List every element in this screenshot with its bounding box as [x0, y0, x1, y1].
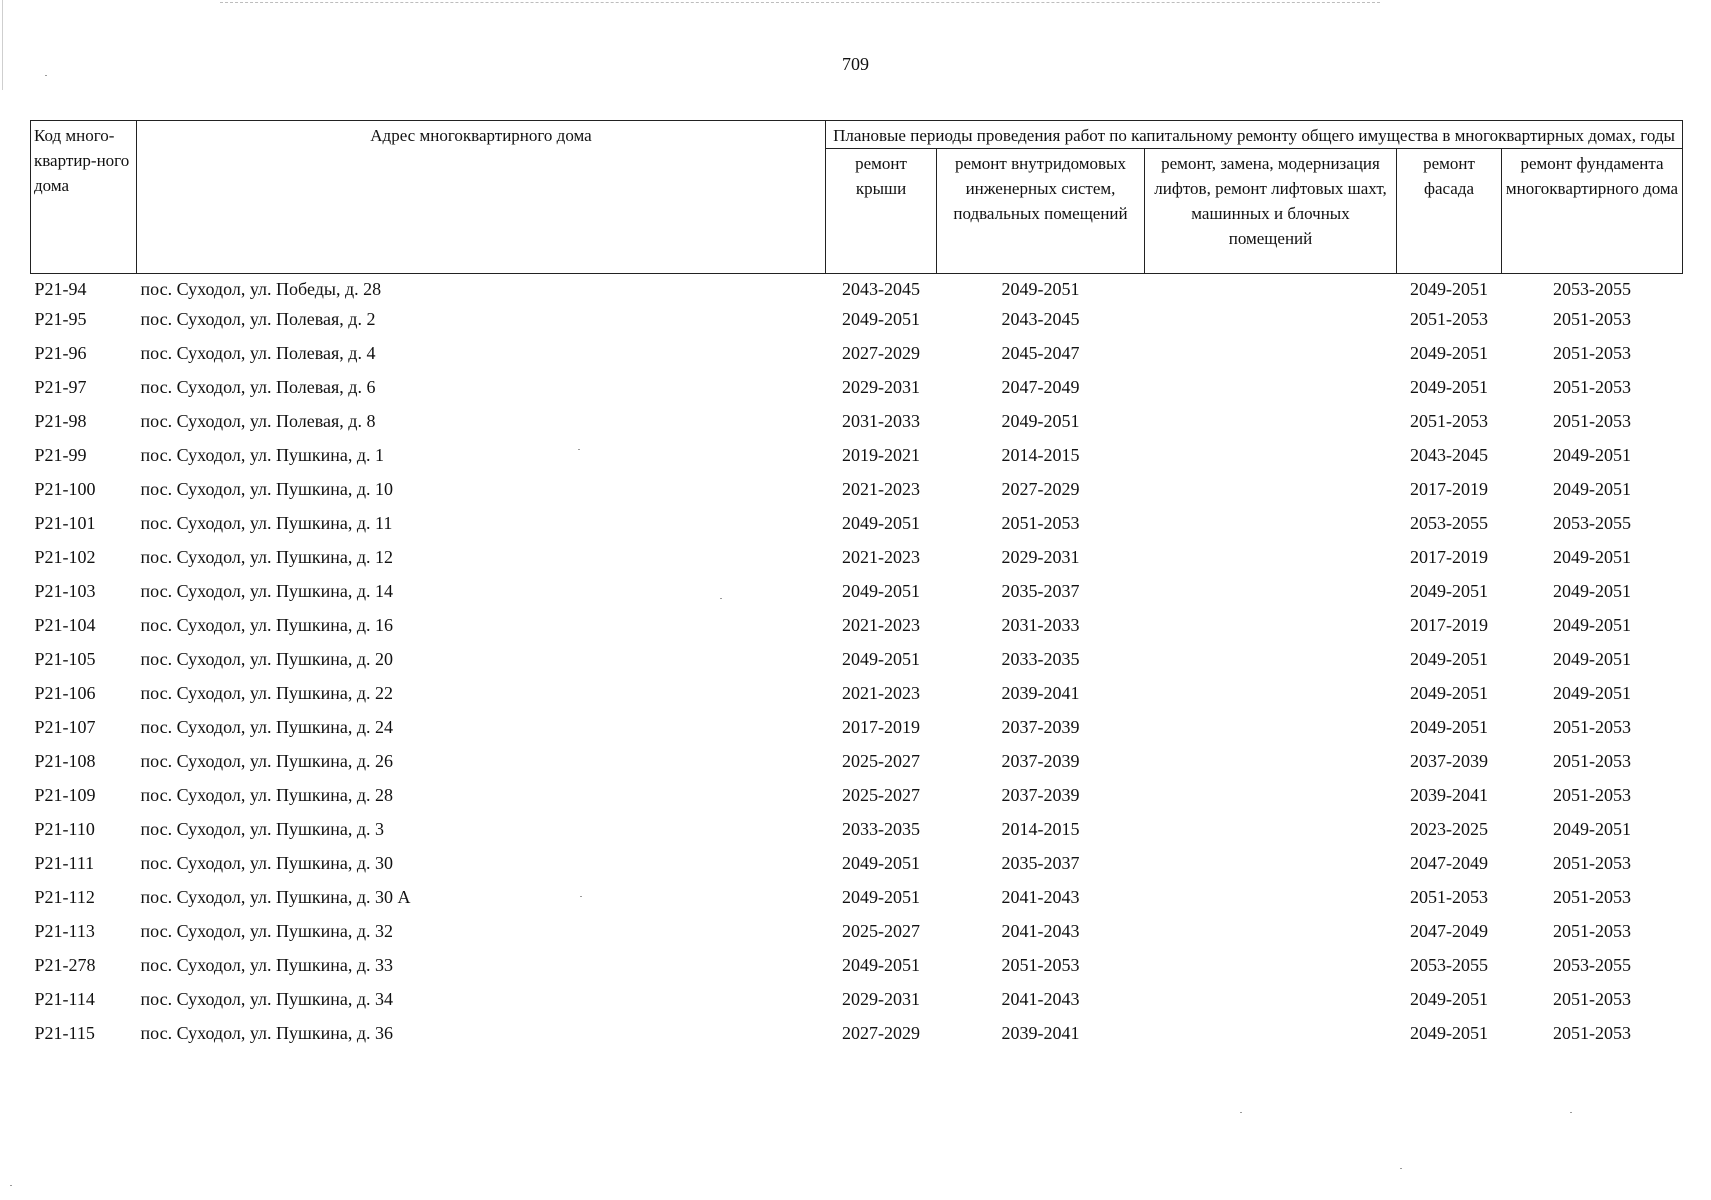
cell-roof: 2027-2029: [842, 343, 920, 363]
cell-facade: 2043-2045: [1410, 445, 1488, 465]
cell-engineering: 2037-2039: [1001, 751, 1080, 771]
cell-engineering: 2049-2051: [1001, 411, 1080, 431]
cell-foundation: 2053-2055: [1553, 955, 1631, 975]
cell-code: P21-113: [34, 921, 95, 941]
cell-roof: 2049-2051: [842, 887, 920, 907]
cell-foundation: 2051-2053: [1553, 309, 1631, 329]
cell-code: P21-105: [34, 649, 96, 669]
cell-code: P21-100: [34, 479, 96, 499]
cell-foundation: 2053-2055: [1553, 513, 1631, 533]
cell-address: пос. Суходол, ул. Пушкина, д. 34: [140, 989, 394, 1009]
cell-elevators: [1145, 886, 1397, 920]
scan-speck: [720, 598, 722, 599]
cell-facade: 2047-2049: [1410, 853, 1488, 873]
table-row: [31, 478, 1683, 512]
cell-code: P21-110: [34, 819, 95, 839]
table-row: [31, 546, 1683, 580]
cell-code: P21-107: [34, 717, 96, 737]
cell-elevators: [1145, 410, 1397, 444]
cell-elevators: [1145, 750, 1397, 784]
cell-elevators: [1145, 682, 1397, 716]
cell-roof: 2019-2021: [842, 445, 920, 465]
cell-facade: 2023-2025: [1410, 819, 1488, 839]
cell-facade: 2049-2051: [1410, 989, 1488, 1009]
cell-elevators: [1145, 546, 1397, 580]
cell-engineering: 2041-2043: [1001, 921, 1080, 941]
cell-facade: 2051-2053: [1410, 887, 1488, 907]
cell-address: пос. Суходол, ул. Полевая, д. 2: [140, 309, 376, 329]
cell-roof: 2025-2027: [842, 751, 920, 771]
cell-address: пос. Суходол, ул. Полевая, д. 4: [140, 343, 376, 363]
cell-facade: 2017-2019: [1410, 615, 1488, 635]
scan-speck: [580, 896, 582, 897]
scan-left-rule: [2, 0, 3, 90]
cell-facade: 2053-2055: [1410, 513, 1488, 533]
scan-speck: [45, 75, 47, 76]
capital-repair-schedule-table: [30, 120, 1683, 1056]
cell-address: пос. Суходол, ул. Победы, д. 28: [140, 279, 382, 299]
cell-code: P21-114: [34, 989, 95, 1009]
cell-roof: 2049-2051: [842, 955, 920, 975]
cell-roof: 2029-2031: [842, 989, 920, 1009]
cell-foundation: 2049-2051: [1553, 445, 1631, 465]
cell-address: пос. Суходол, ул. Пушкина, д. 22: [140, 683, 394, 703]
cell-elevators: [1145, 1022, 1397, 1056]
cell-code: P21-108: [34, 751, 96, 771]
cell-code: P21-101: [34, 513, 96, 533]
cell-roof: 2049-2051: [842, 649, 920, 669]
scan-speck: [10, 1185, 12, 1186]
cell-engineering: 2041-2043: [1001, 887, 1080, 907]
cell-code: P21-109: [34, 785, 96, 805]
table-row: [31, 648, 1683, 682]
cell-address: пос. Суходол, ул. Пушкина, д. 11: [140, 513, 393, 533]
cell-foundation: 2051-2053: [1553, 887, 1631, 907]
cell-foundation: 2051-2053: [1553, 343, 1631, 363]
cell-foundation: 2051-2053: [1553, 853, 1631, 873]
cell-elevators: [1145, 274, 1397, 309]
cell-roof: 2021-2023: [842, 615, 920, 635]
cell-foundation: 2049-2051: [1553, 547, 1631, 567]
cell-code: P21-94: [34, 279, 87, 299]
cell-address: пос. Суходол, ул. Пушкина, д. 30 А: [140, 887, 411, 907]
cell-elevators: [1145, 784, 1397, 818]
table-body: [31, 274, 1683, 1057]
cell-foundation: 2051-2053: [1553, 717, 1631, 737]
table-row: [31, 988, 1683, 1022]
cell-address: пос. Суходол, ул. Пушкина, д. 10: [140, 479, 394, 499]
cell-engineering: 2035-2037: [1001, 581, 1080, 601]
cell-foundation: 2051-2053: [1553, 989, 1631, 1009]
cell-facade: 2049-2051: [1410, 279, 1488, 299]
cell-elevators: [1145, 308, 1397, 342]
cell-facade: 2047-2049: [1410, 921, 1488, 941]
cell-code: P21-106: [34, 683, 96, 703]
cell-address: пос. Суходол, ул. Пушкина, д. 28: [140, 785, 394, 805]
header-facade: ремонт фасада: [1397, 149, 1502, 274]
cell-foundation: 2051-2053: [1553, 921, 1631, 941]
table-row: [31, 886, 1683, 920]
cell-facade: 2017-2019: [1410, 547, 1488, 567]
cell-elevators: [1145, 818, 1397, 852]
cell-foundation: 2049-2051: [1553, 479, 1631, 499]
scan-top-rule: [220, 2, 1380, 3]
cell-elevators: [1145, 852, 1397, 886]
table-row: [31, 784, 1683, 818]
cell-elevators: [1145, 580, 1397, 614]
table-row: [31, 920, 1683, 954]
cell-roof: 2043-2045: [842, 279, 920, 299]
scan-speck: [578, 449, 580, 450]
cell-roof: 2049-2051: [842, 309, 920, 329]
table-header: [31, 121, 1683, 274]
cell-engineering: 2049-2051: [1001, 279, 1080, 299]
cell-facade: 2049-2051: [1410, 717, 1488, 737]
cell-facade: 2051-2053: [1410, 411, 1488, 431]
cell-foundation: 2049-2051: [1553, 615, 1631, 635]
table-row: [31, 580, 1683, 614]
cell-engineering: 2014-2015: [1001, 819, 1080, 839]
cell-facade: 2049-2051: [1410, 343, 1488, 363]
cell-elevators: [1145, 512, 1397, 546]
cell-code: P21-278: [34, 955, 96, 975]
cell-foundation: 2049-2051: [1553, 581, 1631, 601]
cell-roof: 2017-2019: [842, 717, 920, 737]
cell-address: пос. Суходол, ул. Пушкина, д. 32: [140, 921, 394, 941]
cell-engineering: 2027-2029: [1001, 479, 1080, 499]
cell-address: пос. Суходол, ул. Пушкина, д. 12: [140, 547, 394, 567]
table-row: [31, 1022, 1683, 1056]
table-row: [31, 342, 1683, 376]
scan-speck: [1240, 1112, 1242, 1113]
cell-foundation: 2053-2055: [1553, 279, 1631, 299]
cell-roof: 2027-2029: [842, 1023, 920, 1043]
cell-engineering: 2037-2039: [1001, 785, 1080, 805]
cell-engineering: 2033-2035: [1001, 649, 1080, 669]
cell-roof: 2021-2023: [842, 547, 920, 567]
cell-code: P21-112: [34, 887, 95, 907]
cell-engineering: 2047-2049: [1001, 377, 1080, 397]
cell-facade: 2049-2051: [1410, 377, 1488, 397]
cell-code: P21-104: [34, 615, 96, 635]
cell-elevators: [1145, 988, 1397, 1022]
cell-elevators: [1145, 376, 1397, 410]
cell-foundation: 2051-2053: [1553, 411, 1631, 431]
cell-elevators: [1145, 444, 1397, 478]
cell-engineering: 2043-2045: [1001, 309, 1080, 329]
cell-address: пос. Суходол, ул. Пушкина, д. 14: [140, 581, 394, 601]
header-planned-periods: Плановые периоды проведения работ по капитальному ремонту общего имущества в многоквартирных домах, годы: [826, 121, 1683, 149]
cell-address: пос. Суходол, ул. Пушкина, д. 16: [140, 615, 394, 635]
cell-facade: 2049-2051: [1410, 683, 1488, 703]
cell-foundation: 2051-2053: [1553, 1023, 1631, 1043]
cell-elevators: [1145, 954, 1397, 988]
table-row: [31, 410, 1683, 444]
cell-address: пос. Суходол, ул. Пушкина, д. 24: [140, 717, 394, 737]
page-number: 709: [842, 54, 869, 74]
cell-engineering: 2045-2047: [1001, 343, 1080, 363]
header-roof: ремонт крыши: [826, 149, 937, 274]
cell-roof: 2021-2023: [842, 479, 920, 499]
cell-code: P21-95: [34, 309, 87, 329]
table-row: [31, 512, 1683, 546]
cell-address: пос. Суходол, ул. Пушкина, д. 33: [140, 955, 394, 975]
cell-engineering: 2039-2041: [1001, 683, 1080, 703]
header-address: Адрес многоквартирного дома: [137, 121, 826, 274]
cell-roof: 2049-2051: [842, 581, 920, 601]
table-row: [31, 750, 1683, 784]
cell-elevators: [1145, 614, 1397, 648]
cell-engineering: 2029-2031: [1001, 547, 1080, 567]
cell-code: P21-111: [34, 853, 95, 873]
cell-engineering: 2037-2039: [1001, 717, 1080, 737]
cell-code: P21-97: [34, 377, 87, 397]
cell-facade: 2049-2051: [1410, 1023, 1488, 1043]
cell-engineering: 2041-2043: [1001, 989, 1080, 1009]
table-row: [31, 682, 1683, 716]
cell-facade: 2051-2053: [1410, 309, 1488, 329]
cell-address: пос. Суходол, ул. Пушкина, д. 3: [140, 819, 385, 839]
table-row: [31, 444, 1683, 478]
cell-foundation: 2049-2051: [1553, 683, 1631, 703]
cell-foundation: 2051-2053: [1553, 377, 1631, 397]
cell-address: пос. Суходол, ул. Пушкина, д. 30: [140, 853, 394, 873]
cell-foundation: 2051-2053: [1553, 751, 1631, 771]
header-engineering: ремонт внутридомовых инженерных систем, подвальных помещений: [937, 149, 1145, 274]
scan-speck: [1400, 1168, 1402, 1169]
cell-address: пос. Суходол, ул. Пушкина, д. 26: [140, 751, 394, 771]
cell-roof: 2025-2027: [842, 785, 920, 805]
cell-roof: 2031-2033: [842, 411, 920, 431]
cell-elevators: [1145, 342, 1397, 376]
cell-code: P21-115: [34, 1023, 95, 1043]
cell-foundation: 2049-2051: [1553, 819, 1631, 839]
header-foundation: ремонт фундамента многоквартирного дома: [1502, 149, 1683, 274]
cell-elevators: [1145, 648, 1397, 682]
cell-facade: 2053-2055: [1410, 955, 1488, 975]
scan-speck: [1570, 1112, 1572, 1113]
header-code: Код много-квартир-ного дома: [31, 121, 137, 274]
cell-foundation: 2051-2053: [1553, 785, 1631, 805]
cell-code: P21-102: [34, 547, 96, 567]
cell-facade: 2049-2051: [1410, 649, 1488, 669]
cell-roof: 2049-2051: [842, 513, 920, 533]
table-row: [31, 274, 1683, 309]
cell-engineering: 2031-2033: [1001, 615, 1080, 635]
cell-engineering: 2014-2015: [1001, 445, 1080, 465]
cell-facade: 2037-2039: [1410, 751, 1488, 771]
cell-elevators: [1145, 478, 1397, 512]
cell-elevators: [1145, 920, 1397, 954]
cell-roof: 2025-2027: [842, 921, 920, 941]
cell-roof: 2033-2035: [842, 819, 920, 839]
cell-address: пос. Суходол, ул. Пушкина, д. 20: [140, 649, 394, 669]
cell-address: пос. Суходол, ул. Пушкина, д. 36: [140, 1023, 394, 1043]
table-row: [31, 818, 1683, 852]
table-row: [31, 614, 1683, 648]
cell-code: P21-99: [34, 445, 87, 465]
cell-code: P21-98: [34, 411, 87, 431]
cell-roof: 2021-2023: [842, 683, 920, 703]
table-row: [31, 308, 1683, 342]
cell-address: пос. Суходол, ул. Пушкина, д. 1: [140, 445, 385, 465]
header-elevators: ремонт, замена, модернизация лифтов, ремонт лифтовых шахт, машинных и блочных помещений: [1145, 149, 1397, 274]
cell-engineering: 2039-2041: [1001, 1023, 1080, 1043]
cell-engineering: 2051-2053: [1001, 513, 1080, 533]
table-row: [31, 376, 1683, 410]
cell-roof: 2029-2031: [842, 377, 920, 397]
table-row: [31, 954, 1683, 988]
cell-facade: 2017-2019: [1410, 479, 1488, 499]
cell-address: пос. Суходол, ул. Полевая, д. 6: [140, 377, 376, 397]
cell-code: P21-103: [34, 581, 96, 601]
cell-elevators: [1145, 716, 1397, 750]
cell-address: пос. Суходол, ул. Полевая, д. 8: [140, 411, 376, 431]
cell-facade: 2039-2041: [1410, 785, 1488, 805]
cell-roof: 2049-2051: [842, 853, 920, 873]
cell-engineering: 2035-2037: [1001, 853, 1080, 873]
table-row: [31, 716, 1683, 750]
table-row: [31, 852, 1683, 886]
cell-code: P21-96: [34, 343, 87, 363]
cell-foundation: 2049-2051: [1553, 649, 1631, 669]
cell-engineering: 2051-2053: [1001, 955, 1080, 975]
cell-facade: 2049-2051: [1410, 581, 1488, 601]
